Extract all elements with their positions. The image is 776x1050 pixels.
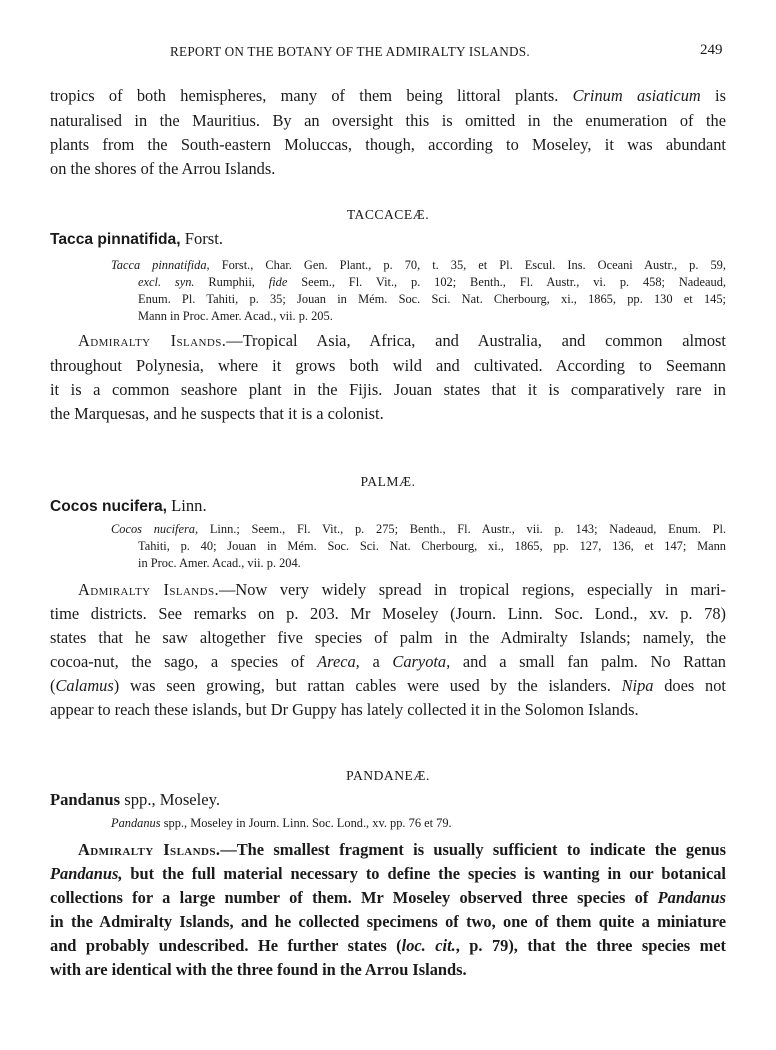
species-title [50,229,223,249]
text-line: on the shores of the Arrou Islands. [50,159,276,178]
text-line: appear to reach these islands, but Dr Guppy has lately collected it in the Solomon Islands. [50,700,639,719]
text-line: (Calamus) was seen growing, but rattan cables were used by the islanders. Nipa does not [50,676,726,695]
text-line: naturalised in the Mauritius. By an oversight this is omitted in the enumeration of the [50,111,726,130]
page-number: 249 [700,42,723,58]
text-line: with are identical with the three found in the Arrou Islands. [50,960,467,979]
text-line: Admiralty Islands.—The smallest fragment is usually sufficient to indicate the genus [78,840,726,859]
text-line: Admiralty Islands.—Tropical Asia, Africa, and Australia, and common almost [78,331,726,350]
species-authority: Moseley. [159,790,220,809]
family-heading: PALMÆ. [360,474,416,489]
text-line: in the Admiralty Islands, and he collected specimens of two, one of them quite a miniature [50,912,726,931]
running-title: REPORT ON THE BOTANY OF THE ADMIRALTY ISLANDS. [170,44,530,59]
italic-taxon: Crinum asiaticum [572,86,701,105]
citation-line: excl. syn. Rumphii, fide Seem., Fl. Vit., p. 102; Benth., Fl. Austr., vi. p. 458; Nadeaud, [138,275,726,289]
citation-line: Pandanus spp., Moseley in Journ. Linn. Soc. Lond., xv. pp. 76 et 79. [111,816,452,830]
locality-lead: Admiralty Islands. [78,840,221,859]
family-heading: TACCACEÆ. [346,207,430,222]
text-line: it is a common seashore plant in the Fijis. Jouan states that it is comparatively rare in [50,380,726,399]
text-line: Admiralty Islands.—Now very widely spread in tropical regions, especially in mari- [78,580,726,599]
species-authority: Linn. [171,496,207,515]
text-line: collections for a large number of them. Mr Moseley observed three species of Pandanus [50,888,726,907]
species-title: Pandanus spp., Moseley. [50,790,220,809]
text-line: throughout Polynesia, where it grows both wild and cultivated. According to Seemann [50,356,726,375]
text-line: tropics of both hemispheres, many of them being littoral plants. Crinum asiaticum is [50,86,726,105]
text-line: plants from the South-eastern Moluccas, though, according to Moseley, it was abundant [50,135,726,154]
citation-line: Tahiti, p. 40; Jouan in Mém. Soc. Sci. Nat. Cherbourg, xi., 1865, pp. 127, 136, et 147; Mann [138,539,726,553]
page-header [0,44,776,64]
citation-line: Cocos nucifera, Linn.; Seem., Fl. Vit., p. 275; Benth., Fl. Austr., vii. p. 143; Nadeaud, Enum. Pl. [111,522,727,536]
citation-line: Enum. Pl. Tahiti, p. 35; Jouan in Mém. Soc. Sci. Nat. Cherbourg, xi., 1865, pp. 130 et 145; [138,292,726,306]
species-title [50,496,207,516]
text-line: the Marquesas, and he suspects that it is a colonist. [50,404,384,423]
family-heading: PANDANEÆ. [346,768,430,783]
locality-lead: Admiralty Islands. [78,331,227,350]
text-line: time districts. See remarks on p. 203. Mr Moseley (Journ. Linn. Soc. Lond., xv. p. 78) [50,604,726,623]
text-line: and probably undescribed. He further states (loc. cit., p. 79), that the three species met [50,936,726,955]
text-line: cocoa-nut, the sago, a species of Areca, a Caryota, and a small fan palm. No Rattan [50,652,726,671]
text-line: states that he saw altogether five species of palm in the Admiralty Islands; namely, the [50,628,726,647]
text-line: Pandanus, but the full material necessary to define the species is wanting in our botanical [50,864,726,883]
citation-line: Mann in Proc. Amer. Acad., vii. p. 205. [138,309,333,323]
locality-lead: Admiralty Islands. [78,580,220,599]
citation-line: Tacca pinnatifida, Forst., Char. Gen. Plant., p. 70, t. 35, et Pl. Escul. Ins. Oceani Austr., p. 59, [111,258,726,272]
species-name: Cocos nucifera, [50,498,167,515]
species-authority: Forst. [184,229,223,248]
species-name: Pandanus [50,790,121,809]
citation-line: in Proc. Amer. Acad., vii. p. 204. [138,556,301,570]
species-name: Tacca pinnatifida, [50,231,181,248]
